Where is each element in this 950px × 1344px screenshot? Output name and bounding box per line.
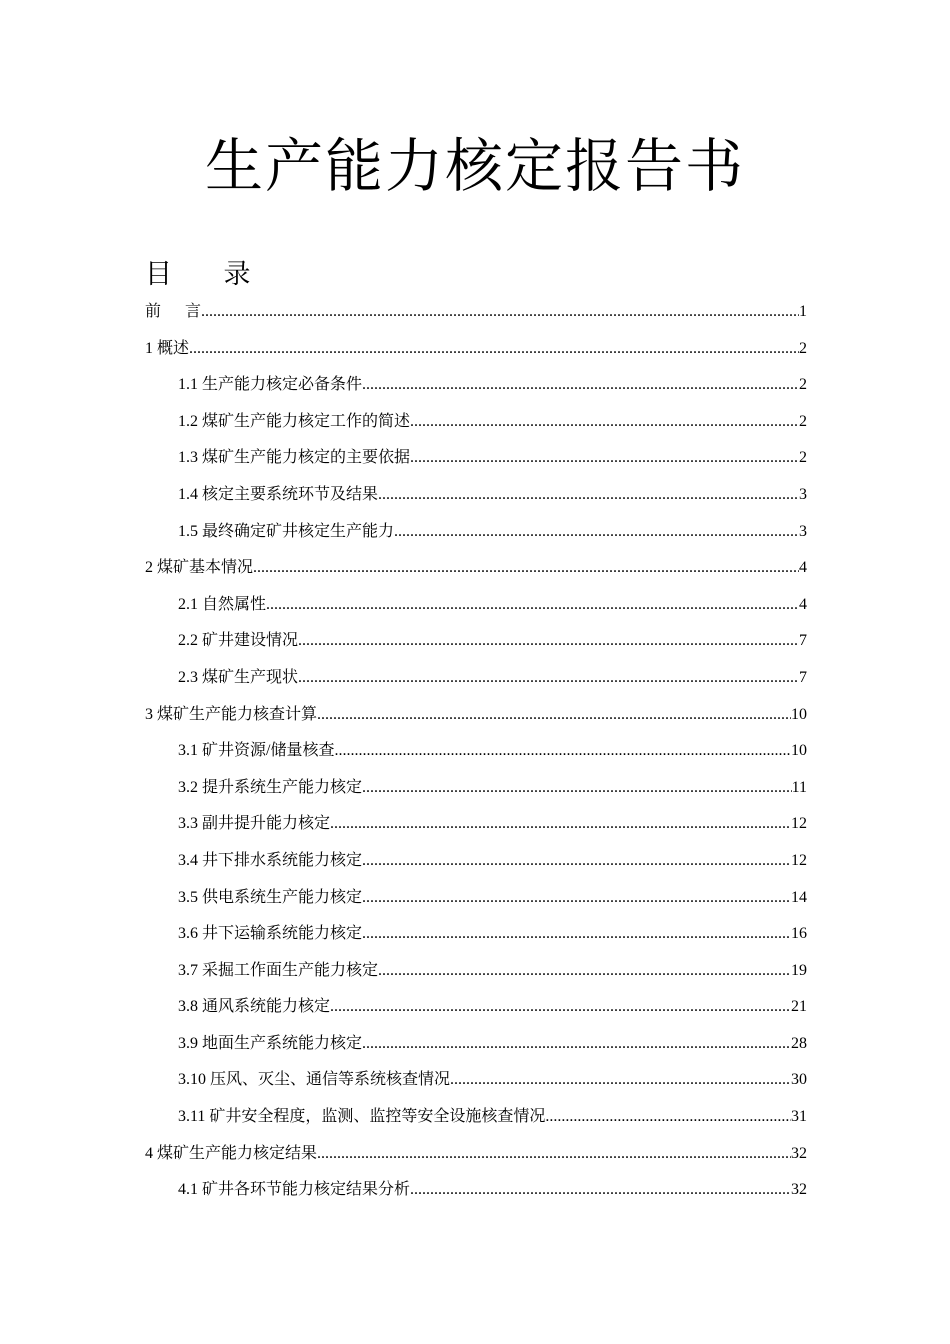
- toc-entry[interactable]: [145, 331, 807, 368]
- toc-entry[interactable]: [178, 660, 807, 697]
- toc-entry-page: 3: [799, 485, 807, 503]
- toc-entry[interactable]: [178, 1099, 807, 1136]
- toc-entry-label: 4 煤矿生产能力核定结果: [145, 1144, 318, 1162]
- toc-entry[interactable]: [178, 733, 807, 770]
- toc-entry[interactable]: [178, 880, 807, 917]
- toc-entry-page: 16: [791, 925, 807, 943]
- toc-entry[interactable]: [178, 770, 807, 807]
- toc-dot-leader: [189, 331, 799, 367]
- toc-dot-leader: [266, 587, 799, 623]
- toc-entry-page: 7: [799, 668, 807, 686]
- toc-entry[interactable]: [178, 440, 807, 477]
- toc-entry-label: 前 言: [145, 303, 202, 320]
- toc-entry-page: 12: [791, 815, 807, 833]
- toc-entry[interactable]: [178, 916, 807, 953]
- toc-entry-label: 3.5 供电系统生产能力核定: [178, 888, 363, 906]
- toc-entry[interactable]: [178, 806, 807, 843]
- toc-entry-page: 10: [791, 742, 807, 760]
- toc-entry-label: 1.4 核定主要系统环节及结果: [178, 485, 379, 503]
- toc-entry-page: 32: [791, 1144, 807, 1162]
- toc-entry-label: 3.11 矿井安全程度，监测、监控等安全设施核查情况: [178, 1108, 546, 1126]
- toc-entry-label: 3 煤矿生产能力核查计算: [145, 705, 318, 723]
- toc-entry-label: 3.8 通风系统能力核定: [178, 998, 331, 1016]
- toc-entry-page: 32: [791, 1181, 807, 1199]
- toc-entry-page: 2: [799, 449, 807, 467]
- toc-entry[interactable]: [178, 404, 807, 441]
- toc-dot-leader: [330, 989, 791, 1025]
- toc-dot-leader: [253, 550, 799, 586]
- toc-entry-page: 1: [799, 303, 807, 320]
- toc-dot-leader: [362, 916, 791, 952]
- toc-entry-label: 3.9 地面生产系统能力核定: [178, 1034, 363, 1052]
- toc-dot-leader: [362, 843, 791, 879]
- toc-entry[interactable]: [145, 294, 807, 331]
- toc-dot-leader: [410, 404, 799, 440]
- toc-entry[interactable]: [178, 367, 807, 404]
- toc-entry-label: 1.2 煤矿生产能力核定工作的简述: [178, 412, 411, 430]
- toc-entry[interactable]: [178, 514, 807, 551]
- toc-entry-page: 12: [791, 851, 807, 869]
- toc-entry-label: 1.3 煤矿生产能力核定的主要依据: [178, 449, 411, 467]
- toc-entry-label: 3.6 井下运输系统能力核定: [178, 925, 363, 943]
- toc-dot-leader: [298, 660, 799, 696]
- toc-dot-leader: [298, 623, 799, 659]
- toc-heading: 目 录: [145, 259, 251, 290]
- table-of-contents: [145, 294, 807, 1209]
- toc-entry[interactable]: [178, 623, 807, 660]
- toc-entry-label: 1.5 最终确定矿井核定生产能力: [178, 522, 395, 540]
- toc-entry[interactable]: [145, 550, 807, 587]
- toc-entry-label: 3.3 副井提升能力核定: [178, 815, 331, 833]
- toc-dot-leader: [545, 1099, 791, 1135]
- toc-dot-leader: [362, 1026, 791, 1062]
- toc-entry-page: 14: [791, 888, 807, 906]
- toc-entry-label: 1.1 生产能力核定必备条件: [178, 376, 363, 394]
- toc-entry-label: 4.1 矿井各环节能力核定结果分析: [178, 1181, 411, 1199]
- toc-entry-label: 3.10 压风、灭尘、通信等系统核查情况: [178, 1071, 451, 1089]
- toc-entry-page: 11: [791, 778, 807, 796]
- toc-entry-page: 4: [799, 595, 807, 613]
- toc-entry-page: 2: [799, 376, 807, 394]
- toc-entry-page: 30: [791, 1071, 807, 1089]
- toc-entry-page: 21: [791, 998, 807, 1016]
- toc-entry[interactable]: [178, 843, 807, 880]
- toc-dot-leader: [317, 1136, 791, 1172]
- toc-dot-leader: [330, 806, 791, 842]
- toc-dot-leader: [362, 367, 799, 403]
- toc-dot-leader: [362, 880, 791, 916]
- toc-entry-page: 7: [799, 632, 807, 650]
- toc-entry-label: 3.4 井下排水系统能力核定: [178, 851, 363, 869]
- toc-dot-leader: [378, 477, 799, 513]
- toc-entry-label: 2.3 煤矿生产现状: [178, 668, 299, 686]
- toc-entry-page: 31: [791, 1108, 807, 1126]
- toc-entry-page: 28: [791, 1034, 807, 1052]
- toc-entry[interactable]: [178, 1062, 807, 1099]
- toc-entry-page: 3: [799, 522, 807, 540]
- toc-dot-leader: [410, 440, 799, 476]
- toc-entry[interactable]: [145, 1136, 807, 1173]
- toc-entry-page: 2: [799, 339, 807, 357]
- toc-entry-label: 2.1 自然属性: [178, 595, 267, 613]
- toc-entry-label: 2 煤矿基本情况: [145, 559, 254, 577]
- toc-entry[interactable]: [145, 697, 807, 734]
- toc-dot-leader: [410, 1172, 791, 1208]
- toc-entry[interactable]: [178, 953, 807, 990]
- toc-dot-leader: [450, 1062, 791, 1098]
- toc-entry[interactable]: [178, 477, 807, 514]
- toc-entry[interactable]: [178, 1172, 807, 1209]
- document-title: 生产能力核定报告书: [204, 132, 745, 200]
- toc-entry-page: 2: [799, 412, 807, 430]
- toc-entry[interactable]: [178, 989, 807, 1026]
- toc-dot-leader: [394, 514, 799, 550]
- toc-dot-leader: [334, 733, 791, 769]
- toc-entry-label: 1 概述: [145, 339, 190, 357]
- toc-dot-leader: [201, 294, 799, 330]
- toc-entry[interactable]: [178, 1026, 807, 1063]
- toc-entry-page: 10: [791, 705, 807, 723]
- toc-entry-page: 4: [799, 559, 807, 577]
- toc-entry-label: 3.7 采掘工作面生产能力核定: [178, 961, 379, 979]
- toc-entry-label: 2.2 矿井建设情况: [178, 632, 299, 650]
- toc-entry-page: 19: [791, 961, 807, 979]
- toc-entry-label: 3.1 矿井资源/储量核查: [178, 742, 335, 760]
- toc-entry[interactable]: [178, 587, 807, 624]
- toc-entry-label: 3.2 提升系统生产能力核定: [178, 778, 363, 796]
- toc-dot-leader: [378, 953, 791, 989]
- toc-dot-leader: [362, 770, 792, 806]
- toc-dot-leader: [317, 697, 791, 733]
